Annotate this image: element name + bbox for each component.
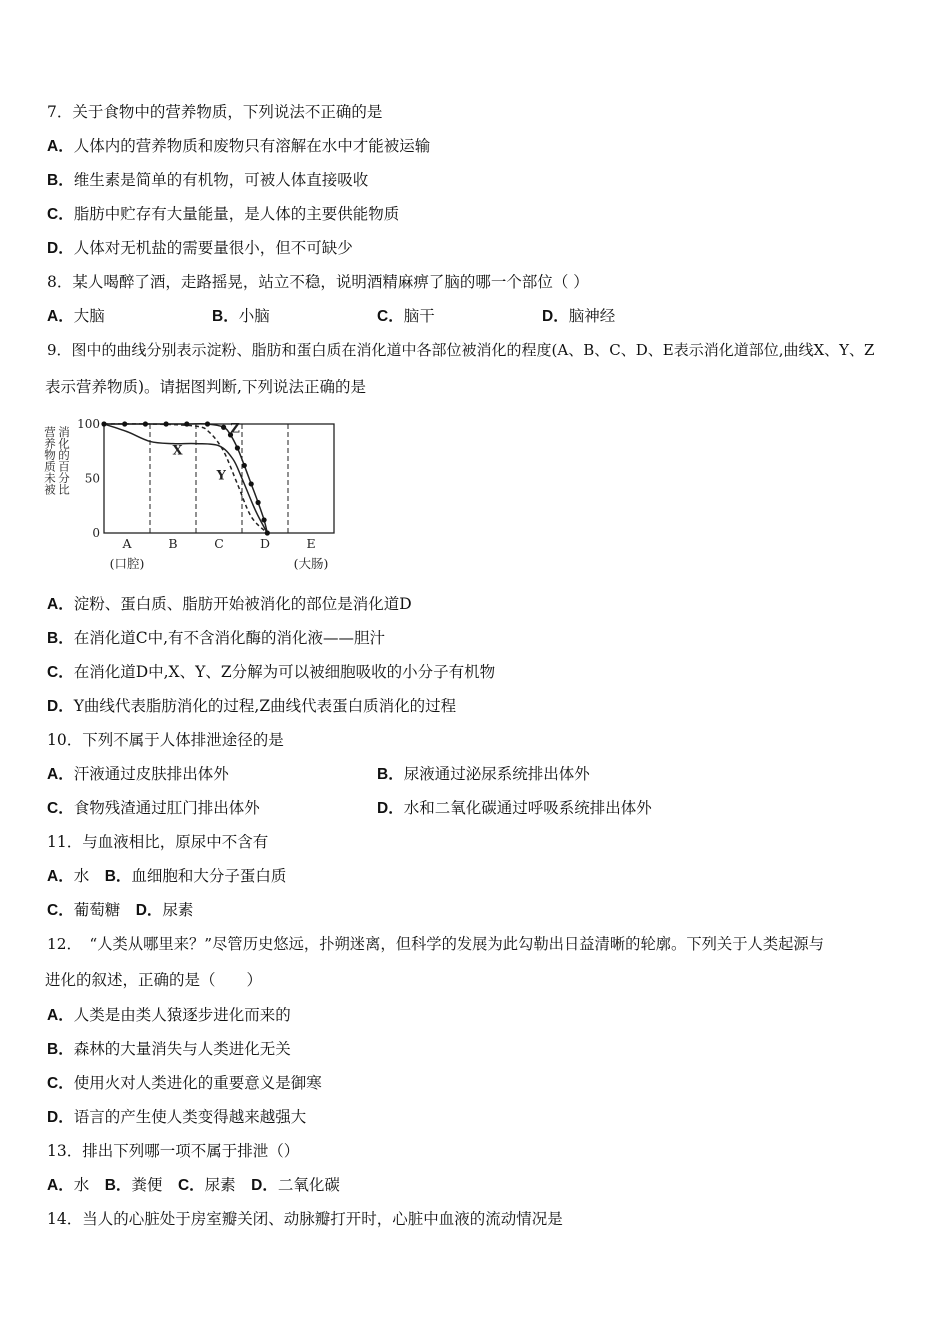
y-tick-label: 100 [77,417,100,431]
y-tick-label: 0 [92,526,100,540]
q9-option-b[interactable] [47,628,385,649]
q7-stem: 7．关于食物中的营养物质，下列说法不正确的是 [47,103,383,121]
option-label: C． [377,308,404,325]
option-text: 森林的大量消失与人类进化无关 [73,1040,291,1058]
option-text: 葡萄糖 [73,901,121,919]
series-point-z [164,421,169,426]
q7-option-d[interactable] [47,238,353,259]
series-point-z [221,425,226,430]
y-tick-label: 50 [84,471,100,486]
q11-options-row1 [47,866,286,887]
option-label: B． [104,868,132,885]
q10-option-b[interactable] [377,764,590,785]
q9-option-d[interactable] [47,696,456,717]
curve-label-x: X [172,443,183,459]
q13-options-row [47,1175,340,1196]
option-text: 尿素 [162,901,194,919]
option-text: 汗液通过皮肤排出体外 [73,765,229,783]
q11-option-b[interactable] [105,867,287,885]
q13-stem: 13．排出下列哪一项不属于排泄（） [47,1142,300,1160]
x-tick-label: C [214,536,224,551]
option-label: D． [135,902,163,919]
series-point-z [249,481,254,486]
option-label: A． [47,1007,74,1024]
option-label: B． [47,172,74,189]
option-text: 食物残渣通过肛门排出体外 [73,799,260,817]
x-tick-label: B [168,536,178,551]
q7-option-c[interactable] [47,204,399,225]
option-text: 语言的产生使人类变得越来越强大 [73,1108,307,1126]
option-label: B． [377,766,404,783]
option-label: A． [47,138,74,155]
option-label: A． [47,766,74,783]
q12-option-b[interactable] [47,1039,291,1060]
option-text: 血细胞和大分子蛋白质 [131,867,287,885]
q10-stem: 10．下列不属于人体排泄途径的是 [47,731,284,749]
q12-stem-line1: 12． “人类从哪里来？”尽管历史悠远，扑朔迷离，但科学的发展为此勾勒出日益清晰的轮廓。下列关于人类起源与 [47,935,825,953]
x-tick-label: E [306,536,316,551]
series-point-z [143,421,148,426]
option-text: 二氧化碳 [277,1176,340,1194]
q13-option-c[interactable] [178,1176,236,1194]
q8-option-b[interactable] [212,306,270,327]
option-text: 脑干 [403,307,435,325]
q9-option-a[interactable] [47,594,412,615]
q13-option-d[interactable] [251,1176,340,1194]
option-label: D． [542,308,569,325]
q10-option-c[interactable] [47,798,260,819]
option-text: 在消化道C中,有不含消化酶的消化液——胆汁 [73,629,385,647]
q9-stem-line2: 表示营养物质)。请据图判断,下列说法正确的是 [45,378,366,396]
option-label: D． [251,1177,278,1194]
curve-label-z: Z [230,421,240,437]
option-text: 人体内的营养物质和废物只有溶解在水中才能被运输 [73,137,431,155]
option-text: 维生素是简单的有机物，可被人体直接吸收 [73,171,369,189]
q9-stem-line1: 9．图中的曲线分别表示淀粉、脂肪和蛋白质在消化道中各部位被消化的程度(A、B、C、D、E表示消化道部位,曲线X、Y、Z [47,341,875,359]
option-text: 粪便 [131,1176,163,1194]
series-point-z [122,421,127,426]
q12-option-c[interactable] [47,1073,322,1094]
q8-option-c[interactable] [377,306,435,327]
digestion-chart [38,410,368,578]
q10-option-a[interactable] [47,764,229,785]
option-label: C． [47,664,74,681]
option-label: C． [177,1177,205,1194]
series-point-z [242,463,247,468]
option-text: 脂肪中贮存有大量能量，是人体的主要供能物质 [73,205,400,223]
option-text: 人体对无机盐的需要量很小，但不可缺少 [73,239,353,257]
q11-option-d[interactable] [136,901,194,919]
q7-option-a[interactable] [47,136,430,157]
q8-option-a[interactable] [47,306,105,327]
series-point-z [184,421,189,426]
option-label: C． [47,206,74,223]
option-label: D． [47,1109,74,1126]
q10-option-d[interactable] [377,798,652,819]
option-text: 脑神经 [568,307,616,325]
x-tick-note: (口腔) [109,556,145,571]
q11-stem: 11．与血液相比，原尿中不含有 [47,833,269,851]
y-axis-label: 营养物质未被 [43,426,57,495]
option-label: D． [47,240,74,257]
q11-option-a[interactable] [47,867,89,885]
option-text: 水和二氧化碳通过呼吸系统排出体外 [403,799,652,817]
series-point-z [101,421,106,426]
option-label: A． [47,308,74,325]
q8-option-d[interactable] [542,306,615,327]
option-text: 在消化道D中,X、Y、Z分解为可以被细胞吸收的小分子有机物 [73,663,496,681]
series-point-z [235,445,240,450]
option-text: 小脑 [238,307,270,325]
curve-label-y: Y [216,468,226,484]
y-axis-label: 消化的百分比 [57,426,71,495]
option-text: 尿素 [204,1176,236,1194]
series-point-z [261,517,266,522]
option-text: 大脑 [73,307,105,325]
q11-options-row2 [47,900,193,921]
series-point-z [205,421,210,426]
series-point-z [265,530,270,535]
option-label: D． [377,800,404,817]
option-label: C． [47,1075,74,1092]
option-text: 使用火对人类进化的重要意义是御寒 [73,1074,322,1092]
q13-option-a[interactable] [47,1176,89,1194]
q7-option-b[interactable] [47,170,368,191]
option-label: A． [47,596,74,613]
option-text: Y曲线代表脂肪消化的过程,Z曲线代表蛋白质消化的过程 [73,697,457,715]
option-label: A． [47,1177,74,1194]
q12-stem-line2: 进化的叙述，正确的是（ ） [45,971,263,989]
q12-option-d[interactable] [47,1107,306,1128]
q9-option-c[interactable] [47,662,495,683]
series-line-x [104,421,267,533]
x-tick-note: (大肠) [293,556,329,571]
q14-stem: 14．当人的心脏处于房室瓣关闭、动脉瓣打开时，心脏中血液的流动情况是 [47,1210,563,1228]
series-point-z [256,500,261,505]
x-tick-label: A [122,536,132,551]
option-text: 尿液通过泌尿系统排出体外 [403,765,590,783]
option-label: B． [47,1041,74,1058]
x-tick-label: D [259,536,271,551]
option-label: B． [47,630,74,647]
q8-stem: 8．某人喝醉了酒，走路摇晃，站立不稳，说明酒精麻痹了脑的哪一个部位（ ） [47,273,589,291]
series-line-z [104,421,267,533]
q11-option-c[interactable] [47,901,120,919]
option-text: 水 [73,867,90,885]
option-text: 淀粉、蛋白质、脂肪开始被消化的部位是消化道D [73,595,412,613]
option-label: C． [47,902,74,919]
q12-option-a[interactable] [47,1005,291,1026]
option-label: D． [47,698,74,715]
option-text: 水 [73,1176,90,1194]
option-label: C． [47,800,74,817]
q13-option-b[interactable] [105,1176,163,1194]
option-label: B． [212,308,239,325]
option-text: 人类是由类人猿逐步进化而来的 [73,1006,291,1024]
series-line-y [104,421,267,533]
option-label: A． [47,868,74,885]
option-label: B． [104,1177,132,1194]
